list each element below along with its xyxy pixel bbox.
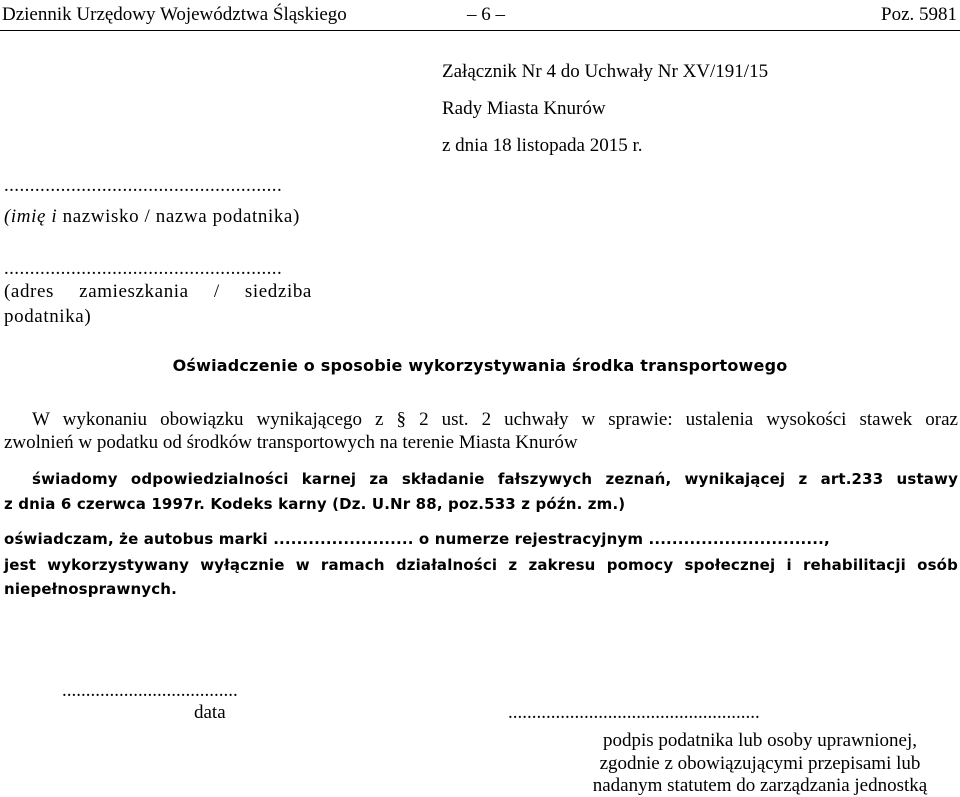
journal-title: Dziennik Urzędowy Województwa Śląskiego — [2, 4, 347, 25]
attachment-line-1: Załącznik Nr 4 do Uchwały Nr XV/191/15 — [442, 61, 769, 82]
paragraph-1-line-2: zwolnień w podatku od środków transportowych na terenie Miasta Knurów — [4, 432, 578, 453]
paragraph-2-line-1: świadomy odpowiedzialności karnej za składanie fałszywych zeznań, wynikającej z art.233 ustawy — [32, 470, 958, 488]
address-label-word: siedziba — [244, 281, 312, 302]
taxpayer-name-label-italic: (imię i — [4, 206, 58, 227]
attachment-line-3: z dnia 18 listopada 2015 r. — [442, 135, 643, 156]
declaration-line: oświadczam, że autobus marki ........................ o numerze rejestracyjnym .............................., — [4, 530, 830, 548]
header-divider — [0, 30, 960, 31]
taxpayer-address-label — [4, 281, 312, 303]
address-label-word: / — [213, 281, 220, 302]
address-label-word: (adres — [4, 281, 55, 302]
signature-label-line-2: zgodnie z obowiązującymi przepisami lub — [599, 753, 921, 774]
taxpayer-name-field[interactable]: ...................................................... — [4, 175, 283, 196]
date-field[interactable]: ..................................... — [62, 680, 238, 701]
signature-label-line-3: nadanym statutem do zarządzania jednostką — [592, 775, 928, 796]
document-title: Oświadczenie o sposobie wykorzystywania środka transportowego — [172, 356, 788, 375]
taxpayer-address-field[interactable]: ...................................................... — [4, 258, 283, 279]
attachment-line-2: Rady Miasta Knurów — [442, 98, 606, 119]
address-label-word: zamieszkania — [79, 281, 189, 302]
date-label: data — [194, 702, 226, 723]
taxpayer-address-label-line2: podatnika) — [4, 306, 92, 327]
signature-field[interactable]: ..................................................... — [508, 702, 760, 723]
signature-label-line-1: podpis podatnika lub osoby uprawnionej, — [603, 730, 917, 751]
paragraph-2-line-2: z dnia 6 czerwca 1997r. Kodeks karny (Dz. U.Nr 88, poz.533 z późn. zm.) — [4, 495, 626, 513]
paragraph-4-line-1: jest wykorzystywany wyłącznie w ramach działalności z zakresu pomocy społecznej i rehabilitacji osób — [4, 556, 958, 574]
paragraph-4-line-2: niepełnosprawnych. — [4, 580, 177, 598]
taxpayer-name-label — [4, 206, 300, 228]
position-number: Poz. 5981 — [881, 4, 957, 25]
paragraph-1-line-1: W wykonaniu obowiązku wynikającego z § 2 ust. 2 uchwały w sprawie: ustalenia wysokości stawek oraz — [32, 409, 958, 430]
taxpayer-name-label-rest: nazwisko / nazwa podatnika) — [57, 206, 300, 227]
page-number: – 6 – — [467, 4, 505, 25]
